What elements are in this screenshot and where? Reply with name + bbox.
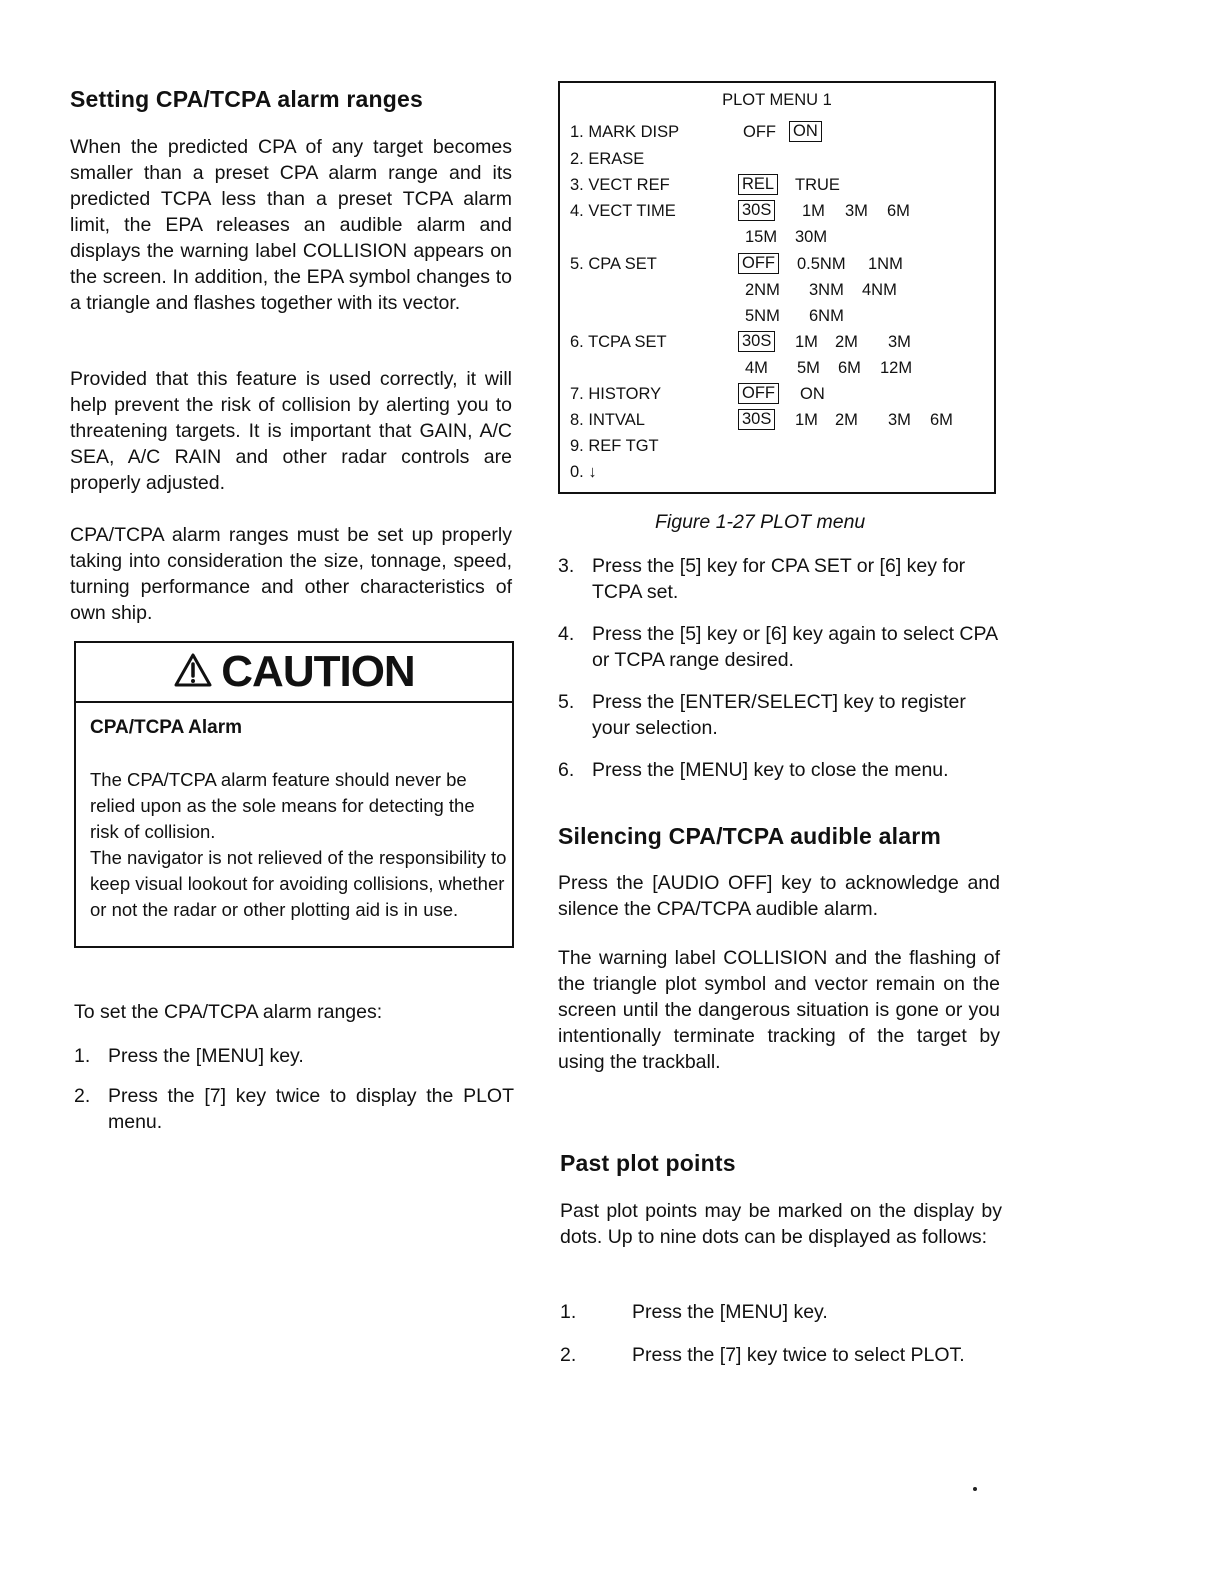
option-vect-time-3m: 3M [845, 202, 868, 220]
option-cpa-6nm: 6NM [809, 307, 844, 325]
plot-menu-figure [558, 81, 996, 494]
option-cpa-2nm: 2NM [745, 281, 780, 299]
option-intval-2m: 2M [835, 411, 858, 429]
option-history-off-selected: OFF [738, 383, 779, 404]
menu-item-intval: 8. INTVAL [570, 411, 645, 429]
list-item-step-1 [74, 1043, 514, 1073]
option-vect-time-30s-selected: 30S [738, 200, 775, 221]
option-cpa-3nm: 3NM [809, 281, 844, 299]
option-intval-6m: 6M [930, 411, 953, 429]
paragraph-feature-usage: Provided that this feature is used correctly, it will help prevent the risk of collision by alerting you to threatening targets. It is important that GAIN, A/C SEA, A/C RAIN and other radar controls are properly adjusted. [70, 368, 512, 494]
option-tcpa-12m: 12M [880, 359, 913, 377]
step-text: Press the [ENTER/SELECT] key to register your selection. [592, 691, 966, 739]
list-item-step-5 [558, 689, 1000, 745]
step-number: 1. [560, 1301, 577, 1323]
option-tcpa-5m: 5M [797, 359, 820, 377]
caution-box [74, 641, 514, 948]
step-number: 5. [558, 691, 575, 713]
menu-item-tcpa-set: 6. TCPA SET [570, 333, 667, 351]
option-vect-time-1m: 1M [802, 202, 825, 220]
section-heading-silencing: Silencing CPA/TCPA audible alarm [558, 823, 941, 849]
caution-text-1: The CPA/TCPA alarm feature should never be relied upon as the sole means for detecting the risk of collision. [90, 769, 475, 842]
list-item-step-6 [558, 757, 1000, 787]
menu-item-mark-disp: 1. MARK DISP [570, 123, 680, 141]
setup-intro: To set the CPA/TCPA alarm ranges: [74, 1001, 383, 1023]
option-tcpa-4m: 4M [745, 359, 768, 377]
option-cpa-1nm: 1NM [868, 255, 903, 273]
step-text: Press the [7] key twice to display the PLOT menu. [108, 1085, 514, 1133]
option-mark-off: OFF [743, 123, 776, 141]
page-speck [973, 1487, 977, 1491]
step-text: Press the [MENU] key. [108, 1045, 304, 1067]
option-vect-time-30m: 30M [795, 228, 828, 246]
step-number: 2. [74, 1085, 91, 1107]
paragraph-cpa-intro: When the predicted CPA of any target becomes smaller than a preset CPA alarm range and its predicted TCPA less than a preset TCPA alarm limit, the EPA releases an audible alarm and displays the warning label COLLISION appears on the screen. In addition, the EPA symbol changes to a triangle and flashes together with its vector. [70, 136, 512, 314]
step-number: 3. [558, 555, 575, 577]
step-number: 1. [74, 1045, 91, 1067]
warning-triangle-icon [173, 652, 213, 688]
menu-item-ref-tgt: 9. REF TGT [570, 437, 659, 455]
section-heading-past-plot: Past plot points [560, 1150, 736, 1176]
menu-item-vect-time: 4. VECT TIME [570, 202, 676, 220]
step-number: 4. [558, 623, 575, 645]
menu-item-vect-ref: 3. VECT REF [570, 176, 670, 194]
option-vect-time-15m: 15M [745, 228, 778, 246]
step-text: Press the [5] key or [6] key again to select CPA or TCPA range desired. [592, 623, 998, 671]
option-vect-time-6m: 6M [887, 202, 910, 220]
figure-caption: Figure 1-27 PLOT menu [655, 511, 866, 533]
menu-item-erase: 2. ERASE [570, 150, 645, 168]
list-item-past-step-2 [560, 1342, 1002, 1372]
step-text: Press the [MENU] key to close the menu. [592, 759, 949, 781]
option-intval-1m: 1M [795, 411, 818, 429]
menu-item-down: 0. ↓ [570, 463, 597, 481]
list-item-step-2 [74, 1083, 514, 1139]
step-text: Press the [7] key twice to select PLOT. [632, 1344, 965, 1366]
option-intval-30s-selected: 30S [738, 409, 775, 430]
step-number: 6. [558, 759, 575, 781]
paragraph-audio-off: Press the [AUDIO OFF] key to acknowledge and silence the CPA/TCPA audible alarm. [558, 872, 1000, 920]
list-item-step-4 [558, 621, 1000, 677]
list-item-past-step-1 [560, 1299, 1002, 1329]
caution-title [76, 643, 512, 703]
option-vect-ref-rel-selected: REL [738, 174, 778, 195]
option-tcpa-2m: 2M [835, 333, 858, 351]
paragraph-past-plot: Past plot points may be marked on the display by dots. Up to nine dots can be displayed as follows: [560, 1200, 1002, 1248]
caution-text-2: The navigator is not relieved of the responsibility to keep visual lookout for avoiding collisions, whether or not the radar or other plotting aid is in use. [90, 847, 507, 920]
menu-item-cpa-set: 5. CPA SET [570, 255, 657, 273]
section-heading-cpa-tcpa: Setting CPA/TCPA alarm ranges [70, 86, 424, 112]
option-cpa-05nm: 0.5NM [797, 255, 846, 273]
paragraph-warning-label: The warning label COLLISION and the flashing of the triangle plot symbol and vector remain on the screen until the dangerous situation is gone or you intentionally terminate tracking of the target by using the trackball. [558, 947, 1000, 1073]
paragraph-setup-note: CPA/TCPA alarm ranges must be set up properly taking into consideration the size, tonnage, speed, turning performance and other characteristics of own ship. [70, 524, 512, 624]
option-tcpa-3m: 3M [888, 333, 911, 351]
option-tcpa-6m: 6M [838, 359, 861, 377]
option-cpa-off-selected: OFF [738, 253, 779, 274]
option-vect-ref-true: TRUE [795, 176, 840, 194]
option-intval-3m: 3M [888, 411, 911, 429]
caution-text [90, 767, 508, 923]
option-tcpa-30s-selected: 30S [738, 331, 775, 352]
option-tcpa-1m: 1M [795, 333, 818, 351]
plot-menu-title: PLOT MENU 1 [722, 91, 832, 109]
menu-item-history: 7. HISTORY [570, 385, 662, 403]
option-mark-on-selected: ON [789, 121, 822, 142]
step-text: Press the [MENU] key. [632, 1301, 828, 1323]
step-number: 2. [560, 1344, 577, 1366]
option-cpa-5nm: 5NM [745, 307, 780, 325]
caution-title-text: CAUTION [221, 647, 415, 696]
step-text: Press the [5] key for CPA SET or [6] key for TCPA set. [592, 555, 966, 603]
caution-subtitle: CPA/TCPA Alarm [90, 717, 243, 738]
option-history-on: ON [800, 385, 825, 403]
option-cpa-4nm: 4NM [862, 281, 897, 299]
list-item-step-3 [558, 553, 1000, 609]
